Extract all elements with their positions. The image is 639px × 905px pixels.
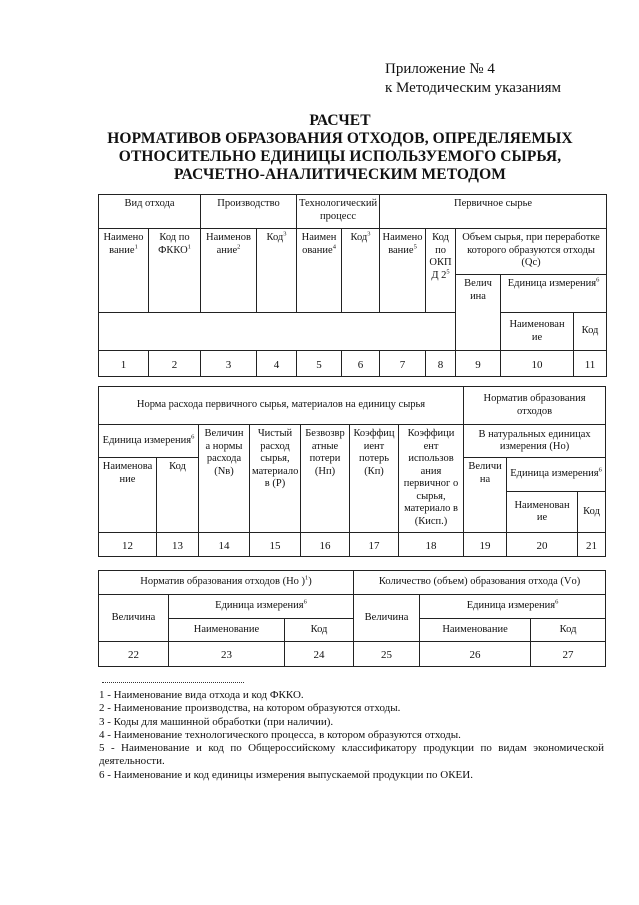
col-number: 8 — [426, 351, 456, 377]
col-number: 20 — [507, 533, 578, 557]
header-unit: Единица измерения$^6$ — [169, 595, 354, 619]
title-line-4: РАСЧЕТНО-АНАЛИТИЧЕСКИМ МЕТОДОМ — [174, 166, 506, 183]
header-production: Производство — [201, 195, 297, 229]
col-number: 17 — [350, 533, 399, 557]
col-number: 10 — [501, 351, 574, 377]
col-number: 13 — [157, 533, 199, 557]
appendix-reference — [385, 60, 561, 98]
appendix-number: Приложение № 4 — [385, 61, 495, 77]
header-norm-value: Величин а нормы расхода (Nв) — [199, 425, 250, 533]
table-consumption-norm — [98, 386, 606, 557]
header-name-2: Наименов ание$^2$ — [201, 229, 257, 313]
footnote-item: 3 - Коды для машинной обработки (при наличии). — [99, 715, 334, 728]
header-unit-code: Код — [578, 492, 606, 533]
table-waste-quantity — [98, 570, 606, 667]
col-number: 24 — [285, 642, 354, 667]
header-usage-coefficient: Коэффици ент использов ания первичног о сырья, материало в (Кисп.) — [399, 425, 464, 533]
header-name-5: Наимено вание$^5$ — [380, 229, 426, 313]
header-waste-normative: Норматив образования отходов (Но )$^1$) — [99, 571, 354, 595]
col-number: 11 — [574, 351, 607, 377]
header-unit: Единица измерения$^6$ — [99, 425, 199, 458]
col-number: 7 — [380, 351, 426, 377]
col-number: 18 — [399, 533, 464, 557]
appendix-subtitle: к Методическим указаниям — [385, 80, 561, 96]
footnote-item: 1 - Наименование вида отхода и код ФККО. — [99, 689, 304, 701]
col-number: 25 — [354, 642, 420, 667]
header-name: Наименова ние — [99, 458, 157, 533]
header-unit-2: Единица измерения$^6$ — [507, 458, 606, 492]
col-number: 21 — [578, 533, 606, 557]
header-raw-volume: Объем сырья, при переработке которого образуются отходы (Qс) — [456, 229, 607, 275]
header-value-2: Величина — [354, 595, 420, 642]
footnote-item: 2 - Наименование производства, на котором образуются отходы. — [99, 702, 401, 715]
footnotes — [99, 689, 604, 782]
table-waste-and-raw-material — [98, 194, 607, 377]
col-number: 4 — [257, 351, 297, 377]
col-number: 5 — [297, 351, 342, 377]
title-line-2: НОРМАТИВОВ ОБРАЗОВАНИЯ ОТХОДОВ, ОПРЕДЕЛЯЕМЫХ — [107, 130, 573, 147]
footnote-separator — [102, 682, 244, 683]
title-line-1: РАСЧЕТ — [309, 112, 371, 129]
header-unit-name: Наименован ие — [507, 492, 578, 533]
header-unit-2: Единица измерения$^6$ — [420, 595, 606, 619]
col-number: 26 — [420, 642, 531, 667]
header-code: Код — [157, 458, 199, 533]
header-net-consumption: Чистый расход сырья, материало в (Р) — [250, 425, 301, 533]
header-name-1: Наимено вание$^1$ — [99, 229, 149, 313]
header-unit-code: Код — [285, 619, 354, 642]
header-tech-process: Технологический процесс — [297, 195, 380, 229]
header-irrecoverable-loss: Безвозвр атные потери (Нп) — [301, 425, 350, 533]
spacer — [99, 313, 456, 351]
footnote-item: 6 - Наименование и код единицы измерения выпускаемой продукции по ОКЕИ. — [99, 768, 473, 781]
col-number: 27 — [531, 642, 606, 667]
header-value: Величи на — [464, 458, 507, 533]
col-number: 19 — [464, 533, 507, 557]
page-title — [60, 112, 620, 184]
header-name-4: Наимен ование$^4$ — [297, 229, 342, 313]
title-line-3: ОТНОСИТЕЛЬНО ЕДИНИЦЫ ИСПОЛЬЗУЕМОГО СЫРЬЯ, — [118, 148, 562, 165]
header-natural-units: В натуральных единицах измерения (Но) — [464, 425, 606, 458]
col-number: 14 — [199, 533, 250, 557]
col-number: 16 — [301, 533, 350, 557]
header-code-okpd: Код по ОКП Д $2^5$ — [426, 229, 456, 313]
col-number: 9 — [456, 351, 501, 377]
header-consumption-norm: Норма расхода первичного сырья, материалов на единицу сырья — [99, 387, 464, 425]
header-code-3a: Код$^3$ — [257, 229, 297, 313]
header-loss-coefficient: Коэффиц иент потерь (Кп) — [350, 425, 399, 533]
header-value: Велич ина — [456, 275, 501, 351]
header-unit-code-2: Код — [531, 619, 606, 642]
col-number: 2 — [149, 351, 201, 377]
header-unit-name-2: Наименование — [420, 619, 531, 642]
header-unit-name: Наименован ие — [501, 313, 574, 351]
header-unit-code: Код — [574, 313, 607, 351]
header-code-fkko: Код по ФККО$^1$ — [149, 229, 201, 313]
header-waste-normative: Норматив образования отходов — [464, 387, 606, 425]
header-value: Величина — [99, 595, 169, 642]
col-number: 15 — [250, 533, 301, 557]
col-number: 6 — [342, 351, 380, 377]
col-number: 3 — [201, 351, 257, 377]
col-number: 12 — [99, 533, 157, 557]
footnote-item: 5 - Наименование и код по Общероссийскому классификатору продукции по видам экономической деятельности. — [99, 742, 604, 768]
col-number: 22 — [99, 642, 169, 667]
header-primary-raw: Первичное сырье — [380, 195, 607, 229]
footnote-item: 4 - Наименование технологического процесса, в котором образуются отходы. — [99, 728, 461, 741]
header-waste-quantity: Количество (объем) образования отхода (Vо) — [354, 571, 606, 595]
header-unit: Единица измерения$^6$ — [501, 275, 607, 313]
col-number: 23 — [169, 642, 285, 667]
header-code-3b: Код$^3$ — [342, 229, 380, 313]
header-waste-type: Вид отхода — [99, 195, 201, 229]
header-unit-name: Наименование — [169, 619, 285, 642]
col-number: 1 — [99, 351, 149, 377]
